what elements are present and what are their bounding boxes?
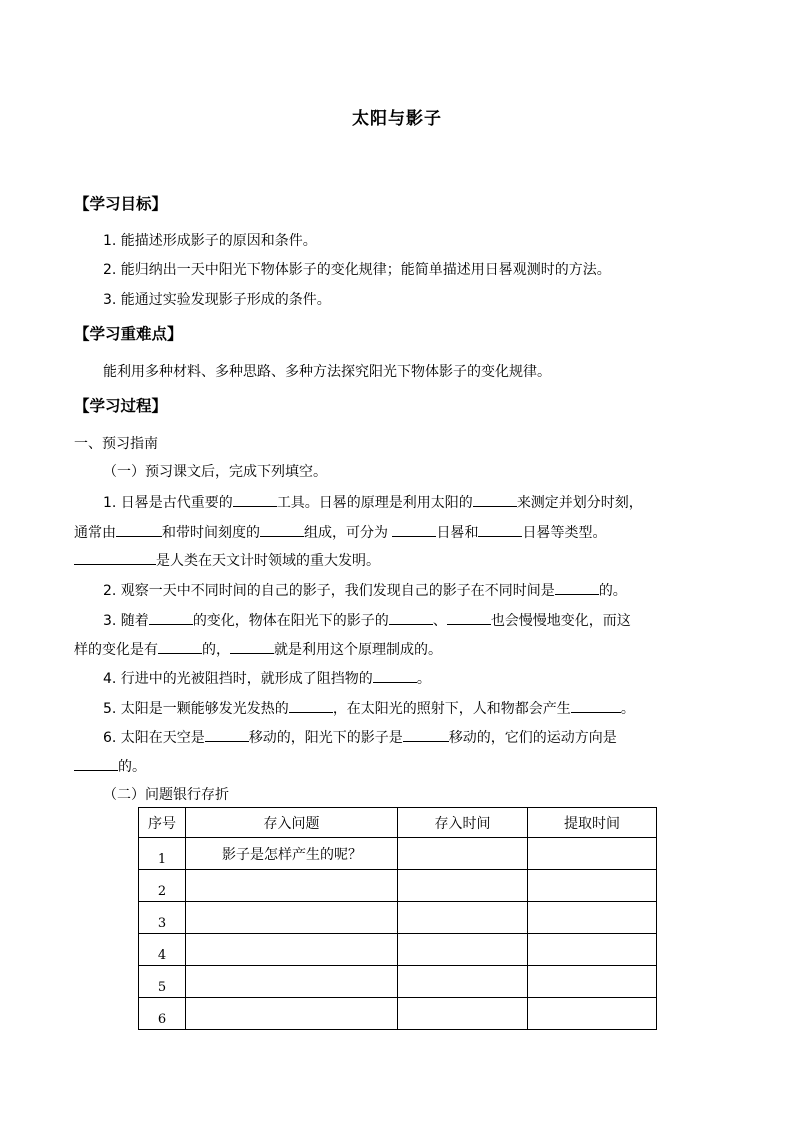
objective-item: 3. 能通过实验发现影子形成的条件。 xyxy=(103,292,331,308)
question-1-line-2: 通常由 和带时间刻度的 组成，可分为 日晷和 日晷等类型。 xyxy=(74,522,606,543)
table-row xyxy=(139,966,657,998)
out-time-cell[interactable] xyxy=(528,838,657,870)
column-header: 存入时间 xyxy=(398,808,528,838)
in-time-cell[interactable] xyxy=(398,998,528,1030)
question-cell[interactable] xyxy=(186,902,398,934)
in-time-cell[interactable] xyxy=(398,902,528,934)
question-bank-table xyxy=(138,807,657,1030)
fill-blank[interactable] xyxy=(116,522,162,537)
objective-item: 1. 能描述形成影子的原因和条件。 xyxy=(103,233,317,249)
process-heading: 【学习过程】 xyxy=(74,397,168,415)
fill-blank[interactable] xyxy=(260,522,304,537)
question-cell[interactable]: 影子是怎样产生的呢？ xyxy=(186,838,398,870)
objective-item: 2. 能归纳出一天中阳光下物体影子的变化规律；能简单描述用日晷观测时的方法。 xyxy=(103,262,611,278)
fill-blank[interactable] xyxy=(230,639,274,654)
fill-blank[interactable] xyxy=(389,610,433,625)
fill-blank[interactable] xyxy=(149,610,193,625)
fill-blank[interactable] xyxy=(74,756,118,771)
fill-blank[interactable] xyxy=(403,727,449,742)
question-1-line-1: 1. 日晷是古代重要的 工具。日晷的原理是利用太阳的 来测定并划分时刻， xyxy=(103,492,643,513)
question-6-line-1: 6. 太阳在天空是 移动的，阳光下的影子是 移动的，它们的运动方向是 xyxy=(103,727,617,748)
question-2: 2. 观察一天中不同时间的自己的影子，我们发现自己的影子在不同时间是 的。 xyxy=(103,580,627,601)
in-time-cell[interactable] xyxy=(398,870,528,902)
question-3-line-2: 样的变化是有 的， 就是利用这个原理制成的。 xyxy=(74,639,442,660)
table-row xyxy=(139,902,657,934)
fill-blank[interactable] xyxy=(571,698,621,713)
row-number: 6 xyxy=(139,998,186,1030)
row-number: 1 xyxy=(139,838,186,870)
fill-blank[interactable] xyxy=(392,522,436,537)
question-4: 4. 行进中的光被阻挡时，就形成了阻挡物的 。 xyxy=(103,668,431,689)
fill-blank[interactable] xyxy=(74,550,156,565)
subsection-heading: （一）预习课文后，完成下列填空。 xyxy=(103,464,327,480)
question-5: 5. 太阳是一颗能够发光发热的 ，在太阳光的照射下，人和物都会产生 。 xyxy=(103,698,635,719)
question-cell[interactable] xyxy=(186,870,398,902)
fill-blank[interactable] xyxy=(289,698,333,713)
table-row xyxy=(139,934,657,966)
page-title: 太阳与影子 xyxy=(352,109,442,129)
question-1-line-3: 是人类在天文计时领域的重大发明。 xyxy=(74,550,380,571)
key-points-text: 能利用多种材料、多种思路、多种方法探究阳光下物体影子的变化规律。 xyxy=(103,364,551,380)
preview-heading: 一、预习指南 xyxy=(74,436,158,452)
question-6-line-2: 的。 xyxy=(74,756,146,777)
fill-blank[interactable] xyxy=(373,668,417,683)
table-row xyxy=(139,870,657,902)
in-time-cell[interactable] xyxy=(398,966,528,998)
fill-blank[interactable] xyxy=(447,610,491,625)
out-time-cell[interactable] xyxy=(528,902,657,934)
question-cell[interactable] xyxy=(186,966,398,998)
table-row xyxy=(139,998,657,1030)
in-time-cell[interactable] xyxy=(398,934,528,966)
column-header: 存入问题 xyxy=(186,808,398,838)
in-time-cell[interactable] xyxy=(398,838,528,870)
row-number: 5 xyxy=(139,966,186,998)
question-3-line-1: 3. 随着 的变化，物体在阳光下的影子的 、 也会慢慢地变化，而这 xyxy=(103,610,631,631)
table-header-row xyxy=(139,808,657,838)
fill-blank[interactable] xyxy=(158,639,202,654)
out-time-cell[interactable] xyxy=(528,934,657,966)
row-number: 3 xyxy=(139,902,186,934)
objectives-heading: 【学习目标】 xyxy=(74,195,168,213)
row-number: 2 xyxy=(139,870,186,902)
table-row xyxy=(139,838,657,870)
fill-blank[interactable] xyxy=(205,727,249,742)
subsection-heading: （二）问题银行存折 xyxy=(103,787,229,803)
fill-blank[interactable] xyxy=(555,580,599,595)
fill-blank[interactable] xyxy=(478,522,522,537)
column-header: 提取时间 xyxy=(528,808,657,838)
fill-blank[interactable] xyxy=(473,492,517,507)
key-points-heading: 【学习重难点】 xyxy=(74,325,183,343)
fill-blank[interactable] xyxy=(233,492,277,507)
row-number: 4 xyxy=(139,934,186,966)
question-cell[interactable] xyxy=(186,934,398,966)
out-time-cell[interactable] xyxy=(528,998,657,1030)
column-header: 序号 xyxy=(139,808,186,838)
out-time-cell[interactable] xyxy=(528,870,657,902)
out-time-cell[interactable] xyxy=(528,966,657,998)
question-cell[interactable] xyxy=(186,998,398,1030)
